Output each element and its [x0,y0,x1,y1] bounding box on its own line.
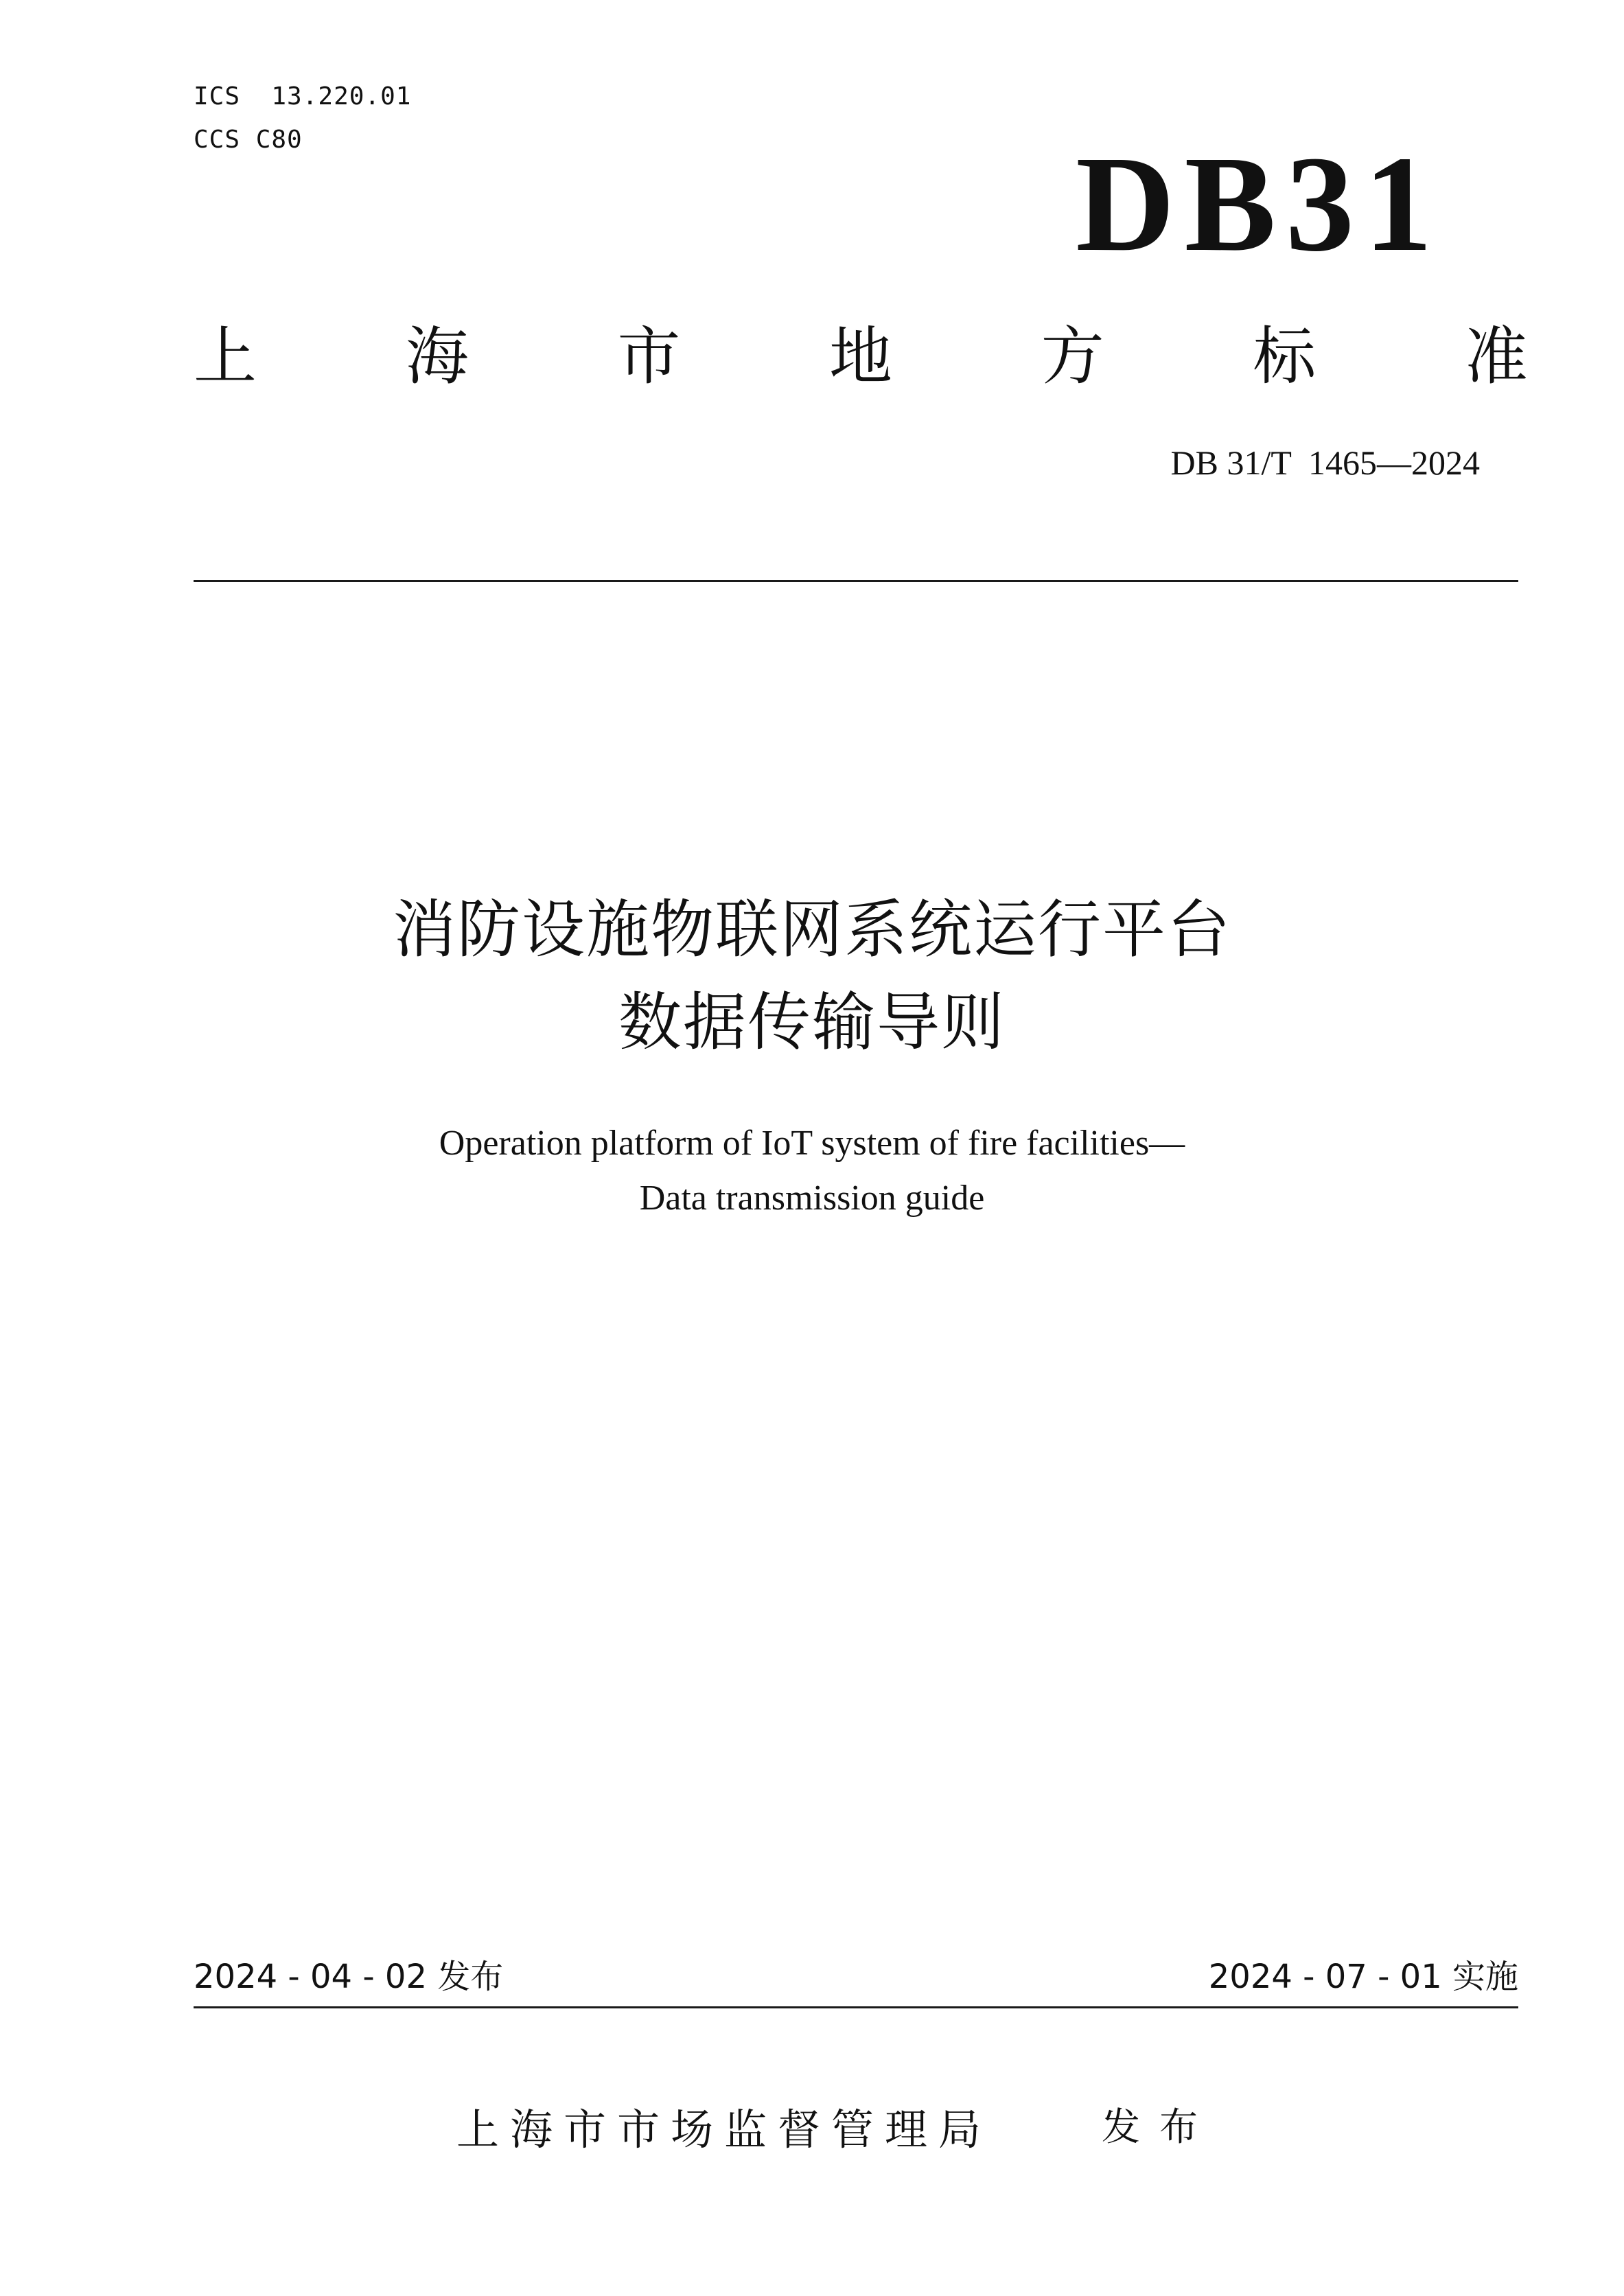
effective-date: 2024 - 07 - 01 实施 [1208,1958,1518,1996]
standard-type-char: 准 [1464,320,1528,393]
publisher-name: 上海市市场监督管理局 [456,2104,993,2155]
top-divider [194,580,1518,582]
title-chinese-line-2: 数据传输导则 [618,986,1006,1059]
db-standard-logo: DB31 [1076,128,1442,280]
standard-type-char: 地 [828,320,892,393]
standard-type-char: 标 [1253,320,1316,393]
publisher-action: 发布 [1102,2105,1217,2150]
standard-number: DB 31/T 1465—2024 [1170,443,1480,482]
ccs-code: CCS C80 [194,126,303,154]
title-english-line-1: Operation platform of IoT system of fire facilities— [439,1124,1185,1163]
ics-code: ICS 13.220.01 [194,82,412,111]
standard-type-char: 市 [617,320,681,393]
bottom-divider [194,2006,1518,2008]
title-english-line-2: Data transmission guide [639,1179,985,1218]
standard-type-heading [194,321,1528,393]
standard-type-char: 海 [405,320,469,393]
issue-date: 2024 - 04 - 02 发布 [194,1958,504,1996]
standard-type-char: 方 [1041,320,1104,393]
standard-type-char: 上 [194,320,257,393]
title-chinese-line-1: 消防设施物联网系统运行平台 [392,893,1231,966]
